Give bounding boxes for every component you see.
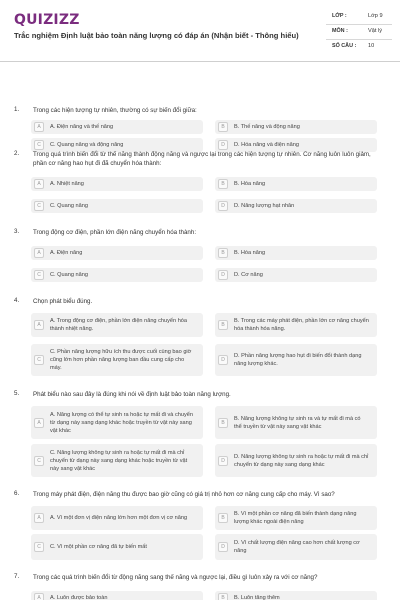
option-letter: D <box>218 542 228 552</box>
option-text: D. Năng lượng không tự sinh ra hoặc tự mất đi mà chỉ chuyển từ dạng này sang dạng khác <box>234 453 369 468</box>
question-text: Phát biểu nào sau đây là đúng khi nói về định luật bảo toàn năng lượng. <box>33 391 231 398</box>
question-text: Trong các hiện tượng tự nhiên, thường có sự biến đổi giữa: <box>33 107 197 114</box>
question-number: 5. <box>14 390 20 397</box>
option-a[interactable] <box>31 313 203 337</box>
option-b[interactable] <box>215 506 377 530</box>
option-d[interactable] <box>215 534 377 560</box>
option-text: B. Vì một phần cơ năng đã biến thành dạng năng lượng khác ngoài điện năng <box>234 511 357 525</box>
option-letter: A <box>34 320 44 330</box>
option-letter: D <box>218 270 228 280</box>
option-d[interactable] <box>215 344 377 376</box>
option-letter: B <box>218 248 228 258</box>
option-text: D. Vì chất lượng điện năng cao hơn chất lượng cơ năng <box>234 540 360 554</box>
option-text: D. Phần năng lượng hao hụt đi biến đổi thành dạng năng lượng khác. <box>234 353 362 367</box>
meta-value: Vật lý <box>368 28 382 34</box>
option-letter: B <box>218 513 228 523</box>
option-a[interactable] <box>31 246 203 260</box>
option-b[interactable] <box>215 406 377 439</box>
option-b[interactable] <box>215 591 377 600</box>
option-text: A. Điện năng <box>50 250 83 256</box>
option-a[interactable] <box>31 591 203 600</box>
meta-row-count <box>326 40 392 55</box>
question-number: 7. <box>14 573 20 580</box>
option-letter: A <box>34 418 44 428</box>
question-text: Trong các quá trình biến đổi từ động năng sang thế năng và ngược lại, điều gì luôn xảy ra với cơ năng? <box>33 574 318 581</box>
option-text: C. Năng lượng không tự sinh ra hoặc tự mất đi mà chỉ chuyển từ dạng này sang dạng khác hoặc truyền từ vật này sang vật khác <box>50 449 188 472</box>
meta-table <box>326 10 392 55</box>
option-b[interactable] <box>215 246 377 260</box>
option-text: A. Nhiệt năng <box>50 181 84 187</box>
meta-label: SỐ CÂU : <box>332 43 357 49</box>
question-number: 2. <box>14 150 20 157</box>
option-text: A. Vì một đơn vị điện năng lớn hơn một đơn vị cơ năng <box>50 515 188 521</box>
option-letter: C <box>34 270 44 280</box>
option-text: B. Thế năng và động năng <box>234 124 300 130</box>
question-text: Trong quá trình biến đổi từ thế năng thành động năng và ngược lại trong các hiện tượng tự nhiên. Cơ năng luôn luôn giảm, phần cơ năng hao hụt đi đã chuyển hóa thành: <box>33 151 371 167</box>
option-letter: A <box>34 179 44 189</box>
meta-value: 10 <box>368 43 375 49</box>
option-c[interactable] <box>31 199 203 213</box>
option-letter: A <box>34 593 44 600</box>
question-number: 1. <box>14 106 20 113</box>
option-text: C. Quang năng <box>50 272 88 278</box>
option-text: C. Quang năng và động năng <box>50 142 124 148</box>
option-text: A. Điện năng và thế năng <box>50 124 114 130</box>
option-letter: C <box>34 456 44 466</box>
option-d[interactable] <box>215 199 377 213</box>
option-letter: B <box>218 593 228 600</box>
option-letter: A <box>34 513 44 523</box>
option-text: A. Luôn được bảo toàn <box>50 595 108 600</box>
option-letter: C <box>34 355 44 365</box>
option-a[interactable] <box>31 406 203 439</box>
option-d[interactable] <box>215 268 377 282</box>
option-letter: A <box>34 248 44 258</box>
option-text: B. Năng lượng không tự sinh ra và tự mất đi mà có thể truyền từ vật này sang vật khác <box>234 415 361 430</box>
option-letter: D <box>218 201 228 211</box>
option-letter: A <box>34 122 44 132</box>
option-letter: D <box>218 355 228 365</box>
option-text: C. Vì một phần cơ năng đã tự biến mất <box>50 544 147 550</box>
question-number: 6. <box>14 490 20 497</box>
option-text: D. Hóa năng và điện năng <box>234 142 299 148</box>
option-text: B. Hóa năng <box>234 181 266 187</box>
option-b[interactable] <box>215 120 377 134</box>
option-c[interactable] <box>31 444 203 477</box>
question-text: Chọn phát biểu đúng. <box>33 298 93 305</box>
option-letter: B <box>218 179 228 189</box>
option-text: B. Hóa năng <box>234 250 266 256</box>
option-letter: D <box>218 140 228 150</box>
option-letter: C <box>34 542 44 552</box>
option-letter: C <box>34 201 44 211</box>
page-title: Trắc nghiệm Định luật bảo toàn năng lượng có đáp án (Nhận biết - Thông hiểu) <box>14 31 299 40</box>
option-text: A. Trong động cơ điện, phần lớn điện năng chuyển hóa thành nhiệt năng. <box>50 318 188 332</box>
question-number: 3. <box>14 228 20 235</box>
option-c[interactable] <box>31 268 203 282</box>
option-letter: B <box>218 418 228 428</box>
meta-label: LỚP : <box>332 13 347 19</box>
question-text: Trong động cơ điện, phần lớn điện năng chuyển hóa thành: <box>33 229 197 236</box>
option-c[interactable] <box>31 344 203 376</box>
option-text: D. Cơ năng <box>234 272 263 278</box>
meta-row-subject <box>326 25 392 40</box>
meta-row-class <box>326 10 392 25</box>
option-a[interactable] <box>31 120 203 134</box>
option-letter: B <box>218 122 228 132</box>
option-text: C. Phần năng lượng hữu ích thu được cuối cùng bao giờ cũng lớn hơn phần năng lượng ban đầu cung cấp cho máy. <box>50 349 192 371</box>
option-letter: D <box>218 456 228 466</box>
question-text: Trong máy phát điện, điện năng thu được bao giờ cũng có giá trị nhỏ hơn cơ năng cung cấp cho máy. Vì sao? <box>33 491 335 498</box>
meta-label: MÔN : <box>332 28 348 34</box>
option-a[interactable] <box>31 177 203 191</box>
option-letter: C <box>34 140 44 150</box>
option-text: C. Quang năng <box>50 203 88 209</box>
option-text: D. Năng lượng hạt nhân <box>234 203 295 209</box>
option-text: B. Trong các máy phát điện, phần lớn cơ năng chuyển hóa thành hóa năng. <box>234 318 369 332</box>
question-1 <box>0 106 400 148</box>
option-b[interactable] <box>215 313 377 337</box>
option-text: B. Luôn tăng thêm <box>234 595 280 600</box>
option-c[interactable] <box>31 534 203 560</box>
meta-value: Lớp 9 <box>368 13 383 19</box>
option-b[interactable] <box>215 177 377 191</box>
question-number: 4. <box>14 297 20 304</box>
option-letter: B <box>218 320 228 330</box>
worksheet-header <box>0 0 400 62</box>
option-text: A. Năng lượng có thể tự sinh ra hoặc tự mất đi và chuyển từ dạng này sang dạng khác hoặc truyền từ vật này sang vật khác <box>50 411 194 434</box>
option-a[interactable] <box>31 506 203 530</box>
quizizz-logo: QUIZIZZ <box>14 12 80 28</box>
option-d[interactable] <box>215 444 377 477</box>
